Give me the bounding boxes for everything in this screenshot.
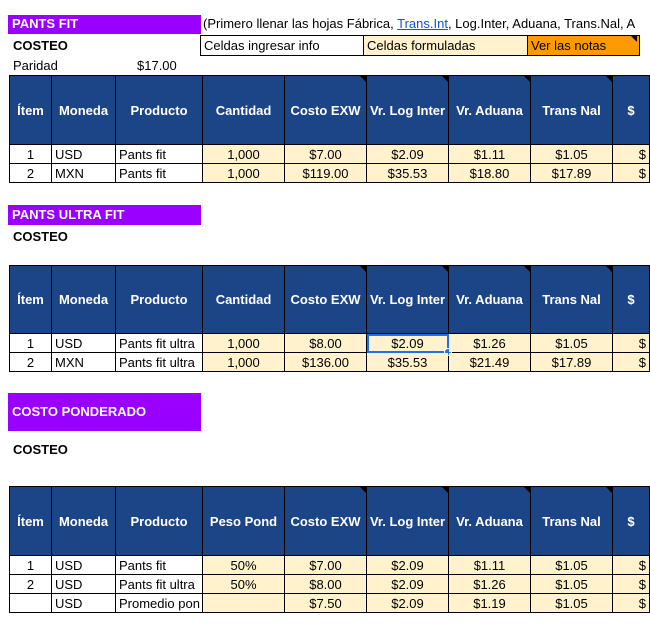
header-producto[interactable]: Producto: [116, 487, 203, 556]
costo-ponderado-table: [9, 486, 650, 613]
cell-item[interactable]: 1: [10, 556, 52, 575]
header-trans-nal[interactable]: [531, 266, 613, 334]
cell-peso-pond[interactable]: 50%: [203, 556, 285, 575]
cell-producto[interactable]: Pants fit ultra: [116, 334, 203, 353]
legend-notes-cells[interactable]: [527, 35, 640, 56]
header-next[interactable]: $: [613, 76, 650, 145]
cell-moneda[interactable]: USD: [52, 594, 116, 613]
cell-cantidad[interactable]: 1,000: [203, 353, 285, 372]
legend-notes-label: Ver las notas: [531, 38, 607, 53]
header-vr-log-inter-label: Vr. Log Inter: [369, 102, 446, 118]
section-title-pants-fit[interactable]: PANTS FIT: [8, 15, 201, 34]
cell-vr-aduana[interactable]: $1.19: [449, 594, 531, 613]
cell-trans-nal[interactable]: $17.89: [531, 164, 613, 183]
header-next[interactable]: $: [613, 487, 650, 556]
cell-vr-log-inter[interactable]: $35.53: [367, 353, 449, 372]
header-trans-nal[interactable]: [531, 76, 613, 145]
cell-costo-exw[interactable]: $7.50: [285, 594, 367, 613]
header-trans-nal-label: Trans Nal: [542, 513, 601, 529]
legend-formula-cells[interactable]: Celdas formuladas: [363, 35, 528, 56]
header-vr-aduana[interactable]: [449, 487, 531, 556]
cell-item[interactable]: 2: [10, 575, 52, 594]
cell-next[interactable]: $: [613, 594, 650, 613]
cell-costo-exw[interactable]: $7.00: [285, 556, 367, 575]
pants-fit-table: [9, 75, 650, 183]
cell-cantidad[interactable]: 1,000: [203, 334, 285, 353]
cell-producto[interactable]: Promedio pon: [116, 594, 203, 613]
header-costo-exw-label: Costo EXW: [290, 292, 361, 307]
header-producto[interactable]: Producto: [116, 266, 203, 334]
cell-next[interactable]: $: [613, 164, 650, 183]
cell-costo-exw[interactable]: $136.00: [285, 353, 367, 372]
cell-next[interactable]: $: [613, 145, 650, 164]
cell-moneda[interactable]: USD: [52, 556, 116, 575]
cell-producto[interactable]: Pants fit ultra: [116, 353, 203, 372]
cell-next[interactable]: $: [613, 334, 650, 353]
header-moneda[interactable]: Moneda: [52, 487, 116, 556]
cell-peso-pond[interactable]: 50%: [203, 575, 285, 594]
cell-vr-log-inter[interactable]: $2.09: [367, 594, 449, 613]
header-costo-exw[interactable]: [285, 487, 367, 556]
legend-input-cells[interactable]: Celdas ingresar info: [200, 35, 364, 56]
cell-vr-log-inter[interactable]: $2.09: [367, 145, 449, 164]
cell-next[interactable]: $: [613, 575, 650, 594]
instructions-note: [203, 16, 635, 31]
header-costo-exw-label: Costo EXW: [290, 513, 361, 529]
note-indicator-icon: [360, 266, 366, 272]
cell-producto[interactable]: Pants fit: [116, 164, 203, 183]
costeo-label: COSTEO: [13, 38, 68, 53]
note-indicator-icon: [524, 487, 530, 493]
cell-moneda[interactable]: MXN: [52, 353, 116, 372]
trans-int-link[interactable]: Trans.Int: [397, 16, 448, 31]
costeo-label: COSTEO: [13, 442, 68, 457]
header-cantidad[interactable]: Cantidad: [203, 266, 285, 334]
header-next[interactable]: $: [613, 266, 650, 334]
note-indicator-icon: [360, 487, 366, 493]
cell-moneda[interactable]: USD: [52, 575, 116, 594]
header-vr-aduana-label: Vr. Aduana: [456, 292, 523, 307]
section-title-pants-ultra-fit[interactable]: PANTS ULTRA FIT: [8, 205, 201, 225]
header-vr-log-inter-label: Vr. Log Inter: [369, 513, 446, 529]
header-vr-log-inter[interactable]: [367, 76, 449, 145]
cell-peso-pond[interactable]: [203, 594, 285, 613]
cell-vr-log-inter[interactable]: $35.53: [367, 164, 449, 183]
cell-item[interactable]: 1: [10, 334, 52, 353]
cell-producto[interactable]: Pants fit ultra: [116, 575, 203, 594]
cell-vr-log-inter[interactable]: $2.09: [367, 575, 449, 594]
header-vr-aduana[interactable]: [449, 76, 531, 145]
pants-ultra-fit-table: [9, 265, 650, 372]
header-vr-aduana-label: Vr. Aduana: [456, 102, 523, 118]
header-item[interactable]: Ítem: [10, 487, 52, 556]
cell-cantidad[interactable]: 1,000: [203, 145, 285, 164]
cell-trans-nal[interactable]: $1.05: [531, 556, 613, 575]
header-moneda[interactable]: Moneda: [52, 76, 116, 145]
cell-trans-nal[interactable]: $17.89: [531, 353, 613, 372]
cell-costo-exw[interactable]: $8.00: [285, 575, 367, 594]
cell-vr-aduana[interactable]: $21.49: [449, 353, 531, 372]
table-row: [10, 334, 650, 353]
table-row: [10, 575, 650, 594]
header-producto[interactable]: Producto: [116, 76, 203, 145]
cell-vr-aduana[interactable]: $1.26: [449, 575, 531, 594]
cell-item[interactable]: 1: [10, 145, 52, 164]
cell-vr-aduana[interactable]: $1.11: [449, 556, 531, 575]
table-row: [10, 164, 650, 183]
table-row: [10, 145, 650, 164]
table-row: [10, 353, 650, 372]
header-peso-pond[interactable]: Peso Pond: [203, 487, 285, 556]
note-indicator-icon: [606, 487, 612, 493]
header-vr-log-inter-label: Vr. Log Inter: [369, 292, 446, 307]
selected-cell-vr-log-inter[interactable]: [367, 334, 449, 353]
note-suffix: , Log.Inter, Aduana, Trans.Nal, A: [447, 16, 636, 31]
cell-moneda[interactable]: MXN: [52, 164, 116, 183]
table-row: [10, 556, 650, 575]
header-trans-nal-label: Trans Nal: [542, 292, 601, 307]
header-cantidad[interactable]: Cantidad: [203, 76, 285, 145]
header-trans-nal[interactable]: [531, 487, 613, 556]
cell-item[interactable]: 2: [10, 353, 52, 372]
header-costo-exw-label: Costo EXW: [290, 102, 361, 118]
note-indicator-icon: [442, 76, 448, 82]
header-item[interactable]: Ítem: [10, 76, 52, 145]
cell-item[interactable]: [10, 594, 52, 613]
cell-moneda[interactable]: USD: [52, 145, 116, 164]
cell-vr-log-inter[interactable]: $2.09: [367, 556, 449, 575]
cell-value: $2.09: [391, 335, 424, 351]
note-indicator-icon: [524, 76, 530, 82]
cell-trans-nal[interactable]: $1.05: [531, 594, 613, 613]
cell-costo-exw[interactable]: $7.00: [285, 145, 367, 164]
cell-next[interactable]: $: [613, 353, 650, 372]
cell-producto[interactable]: Pants fit: [116, 556, 203, 575]
header-vr-aduana[interactable]: [449, 266, 531, 334]
table-row: [10, 594, 650, 613]
header-item[interactable]: Ítem: [10, 266, 52, 334]
cell-next[interactable]: $: [613, 556, 650, 575]
note-indicator-icon: [442, 487, 448, 493]
paridad-value[interactable]: $17.00: [137, 58, 177, 73]
header-trans-nal-label: Trans Nal: [542, 102, 601, 118]
cell-vr-aduana[interactable]: $1.11: [449, 145, 531, 164]
header-vr-aduana-label: Vr. Aduana: [456, 513, 523, 529]
note-indicator-icon: [360, 76, 366, 82]
costeo-label: COSTEO: [13, 229, 68, 244]
note-indicator-icon: [631, 36, 637, 42]
header-vr-log-inter[interactable]: [367, 266, 449, 334]
paridad-label: Paridad: [13, 58, 58, 73]
header-costo-exw[interactable]: [285, 266, 367, 334]
cell-vr-aduana[interactable]: $18.80: [449, 164, 531, 183]
cell-vr-aduana[interactable]: $1.26: [449, 334, 531, 353]
cell-costo-exw[interactable]: $8.00: [285, 334, 367, 353]
note-indicator-icon: [524, 266, 530, 272]
header-vr-log-inter[interactable]: [367, 487, 449, 556]
note-indicator-icon: [606, 266, 612, 272]
header-moneda[interactable]: Moneda: [52, 266, 116, 334]
note-prefix: (Primero llenar las hojas Fábrica,: [203, 16, 398, 31]
cell-item[interactable]: 2: [10, 164, 52, 183]
cell-producto[interactable]: Pants fit: [116, 145, 203, 164]
cell-trans-nal[interactable]: $1.05: [531, 575, 613, 594]
header-costo-exw[interactable]: [285, 76, 367, 145]
cell-cantidad[interactable]: 1,000: [203, 164, 285, 183]
section-title-costo-ponderado[interactable]: COSTO PONDERADO: [8, 393, 201, 431]
cell-moneda[interactable]: USD: [52, 334, 116, 353]
cell-costo-exw[interactable]: $119.00: [285, 164, 367, 183]
note-indicator-icon: [442, 266, 448, 272]
cell-trans-nal[interactable]: $1.05: [531, 334, 613, 353]
note-indicator-icon: [606, 76, 612, 82]
cell-trans-nal[interactable]: $1.05: [531, 145, 613, 164]
